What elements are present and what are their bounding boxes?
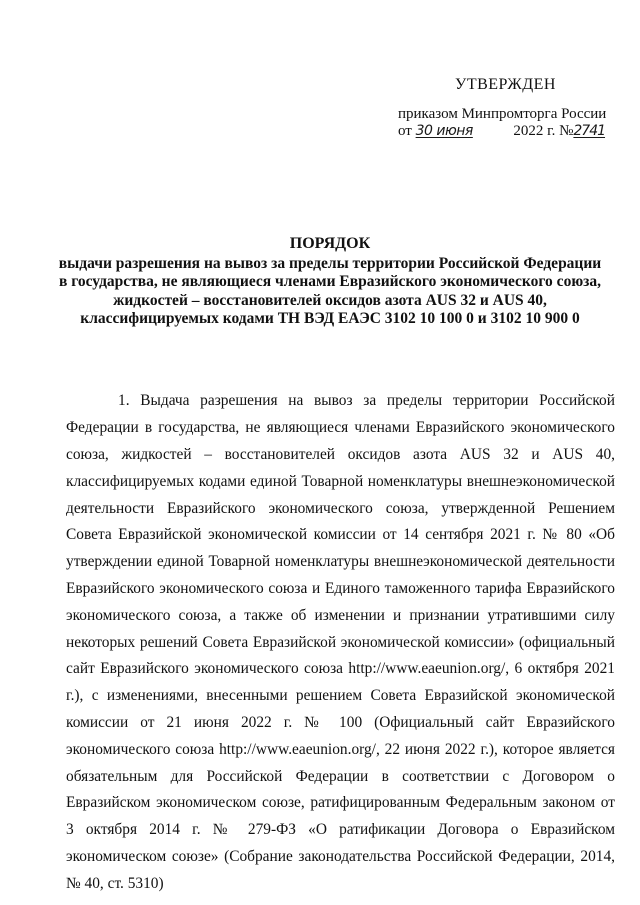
title-main: ПОРЯДОК — [289, 235, 371, 252]
title-line: классифицируемых кодами ТН ВЭД ЕАЭС 3102 10 100 0 и 3102 10 900 0 — [80, 310, 580, 327]
handwritten-order-number: 2741 — [573, 123, 606, 139]
order-date-line — [398, 123, 611, 140]
handwritten-order-date: 30 июня — [415, 123, 473, 139]
title-line: в государства, не являющиеся членами Евразийского экономического союза, — [58, 273, 602, 290]
body-paragraph-1: 1. Выдача разрешения на вывоз за пределы территории Российской Федерации в государства, не являющиеся членами Евразийского экономического союза, жидкостей – восстановителей оксидов азота AUS 32 и AUS 40, классифицируемых кодами единой Товарной номенклатуры внешнеэкономической деятельности Евразийского экономического союза, утвержденной Решением Совета Евразийской экономической комиссии от 14 сентября 2021 г. № 80 «Об утверждении единой Товарной номенклатуры внешнеэкономической деятельности Евразийского экономического союза и Единого таможенного тарифа Евразийского экономического союза, а также об изменении и признании утратившими силу некоторых решений Совета Евразийской экономической комиссии» (официальный сайт Евразийского экономического союза http://www.eaeunion.org/, 6 октября 2021 г.), с изменениями, внесенными решением Совета Евразийской экономической комиссии от 21 июня 2022 г. № 100 (Официальный сайт Евразийского экономического союза http://www.eaeunion.org/, 22 июня 2022 г.), которое является обязательным для Российской Федерации в соответствии с Договором о Евразийском экономическом союзе, ратифицированным Федеральным законом от 3 октября 2014 г. № 279-ФЗ «О ратификации Договора о Евразийском экономическом союзе» (Собрание законодательства Российской Федерации, 2014, № 40, ст. 5310) — [66, 392, 615, 892]
order-issuer-line: приказом Минпромторга России — [398, 106, 607, 122]
approval-stamp-heading: УТВЕРЖДЕН — [455, 76, 556, 93]
order-year: 2022 г. № — [513, 123, 574, 139]
title-line: жидкостей – восстановителей оксидов азота AUS 32 и AUS 40, — [113, 291, 547, 309]
document-title — [40, 235, 620, 329]
title-line: выдачи разрешения на вывоз за пределы территории Российской Федерации — [58, 254, 602, 272]
order-prefix: от — [398, 123, 412, 139]
